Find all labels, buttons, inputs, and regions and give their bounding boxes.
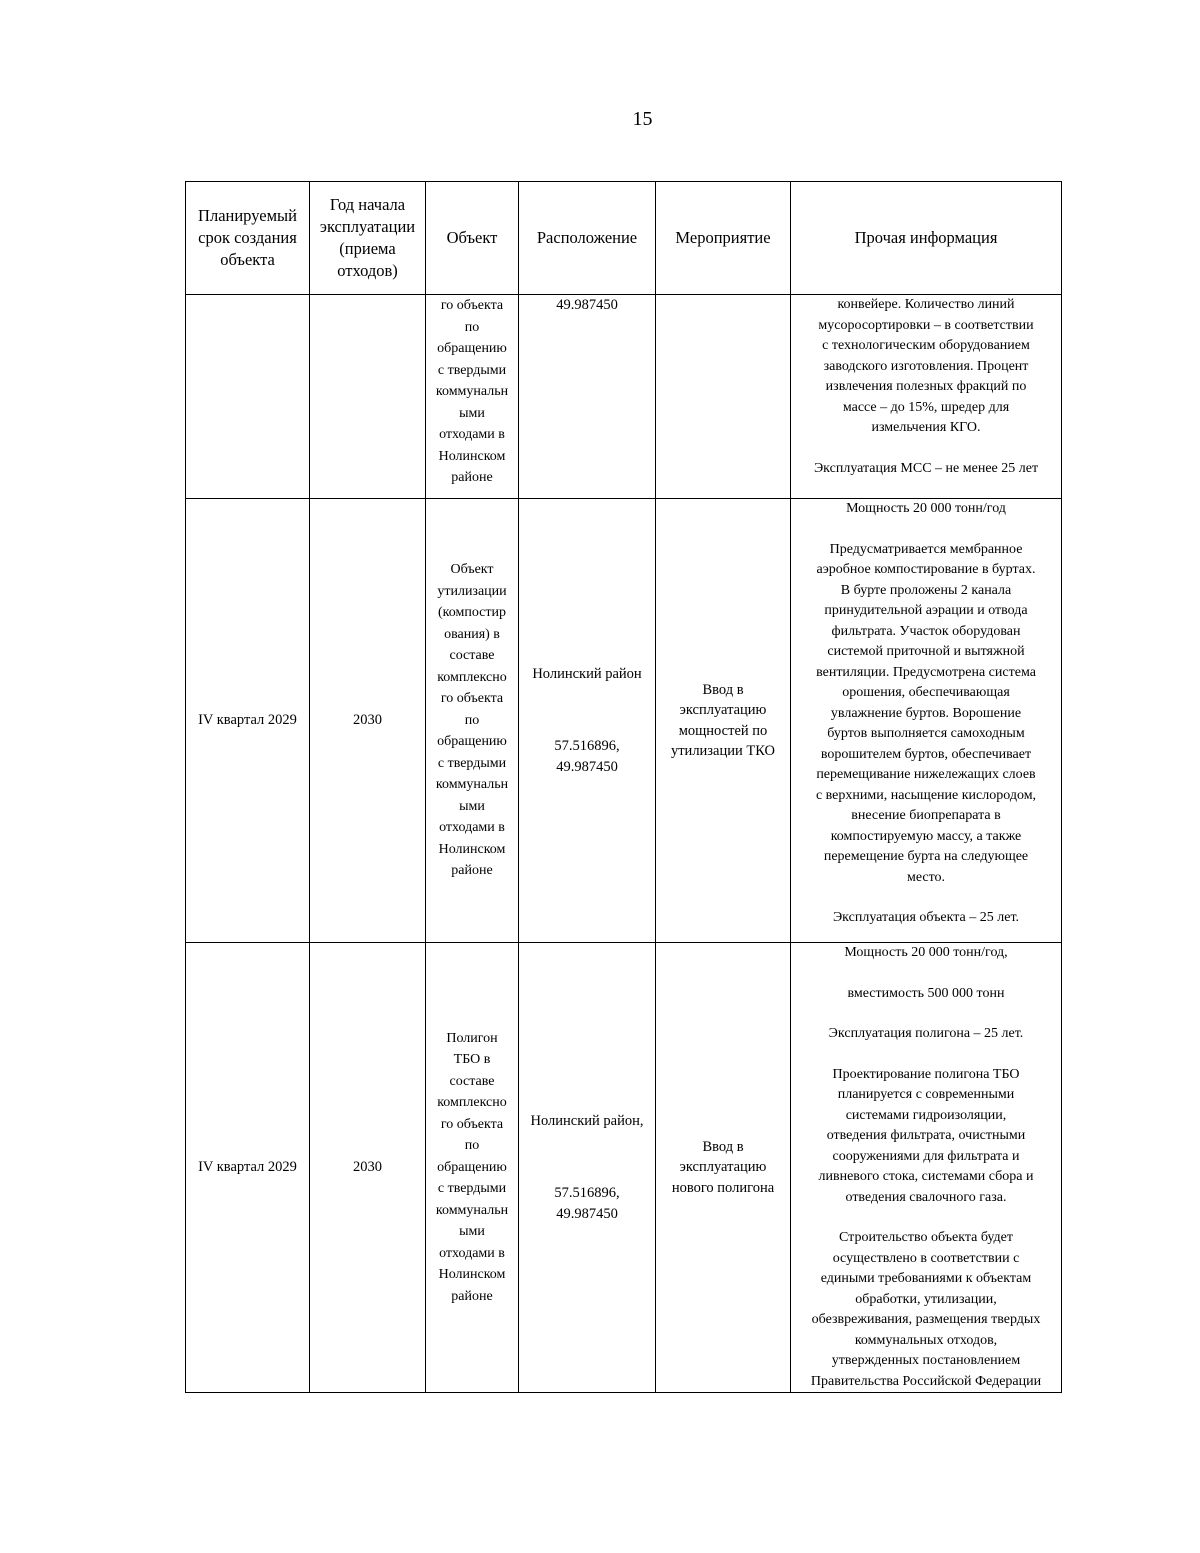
info-paragraph: Строительство объекта будет осуществлено в соответствии с едиными требованиями к объектам обработки, утилизации, обезвреживания, размещения твердых коммунальных отходов, утвержденных постановлением Правительства Российской Федерации — [810, 1230, 1042, 1389]
table-header-row — [186, 182, 1062, 295]
cell-location: 49.987450 — [519, 295, 656, 499]
table-row — [186, 499, 1062, 943]
table-row — [186, 943, 1062, 1393]
header-object: Объект — [426, 182, 519, 295]
header-measure: Мероприятие — [656, 182, 791, 295]
info-paragraph: Мощность 20 000 тонн/год — [846, 501, 1006, 516]
cell-year — [310, 295, 426, 499]
cell-measure: Ввод в эксплуатацию нового полигона — [656, 943, 791, 1393]
cell-term: IV квартал 2029 — [186, 943, 310, 1393]
cell-other-info — [791, 943, 1062, 1393]
info-paragraph: Эксплуатация объекта – 25 лет. — [832, 910, 1020, 925]
cell-measure — [656, 295, 791, 499]
info-paragraph: Эксплуатация полигона – 25 лет. — [828, 1026, 1024, 1041]
header-planned-term: Планируемый срок создания объекта — [186, 182, 310, 295]
cell-object: Объект утилизации (компостир ования) в составе комплексно го объекта по обращению с твердыми коммунальн ыми отходами в Нолинском районе — [426, 499, 519, 943]
cell-location — [519, 943, 656, 1393]
cell-object: го объекта по обращению с твердыми коммунальн ыми отходами в Нолинском районе — [426, 295, 519, 499]
header-other-info: Прочая информация — [791, 182, 1062, 295]
cell-term: IV квартал 2029 — [186, 499, 310, 943]
info-paragraph: Мощность 20 000 тонн/год, — [844, 945, 1008, 960]
location-coords: 57.516896, 49.987450 — [554, 1185, 620, 1222]
location-name: Нолинский район, — [530, 1112, 644, 1129]
header-location: Расположение — [519, 182, 656, 295]
cell-other-info — [791, 295, 1062, 499]
cell-location — [519, 499, 656, 943]
cell-year: 2030 — [310, 943, 426, 1393]
table-row — [186, 295, 1062, 499]
cell-year: 2030 — [310, 499, 426, 943]
info-paragraph: Эксплуатация МСС – не менее 25 лет — [813, 460, 1039, 476]
cell-other-info — [791, 499, 1062, 943]
info-paragraph: вместимость 500 000 тонн — [847, 985, 1005, 1001]
cell-object: Полигон ТБО в составе комплексно го объекта по обращению с твердыми коммунальн ыми отходами в Нолинском районе — [426, 943, 519, 1393]
info-paragraph: Проектирование полигона ТБО планируется с современными системами гидроизоляции, отведения фильтрата, очистными сооружениями для фильтрата и ливневого стока, системами сбора и отведения свалочного газа. — [818, 1066, 1034, 1205]
cell-term — [186, 295, 310, 499]
objects-table — [185, 181, 1062, 1393]
location-name: Нолинский район — [532, 665, 642, 682]
info-paragraph: Предусматривается мембранное аэробное компостирование в буртах. В бурте проложены 2 канала принудительной аэрации и отвода фильтрата. Участок оборудован системой приточной и вытяжной вентиляции. Предусмотрена система орошения, обеспечивающая увлажнение буртов. Ворошение буртов выполняется самоходным ворошителем буртов, обеспечивает перемещивание нижележащих слоев с верхними, насыщение кислородом, внесение биопрепарата в компостируемую массу, а также перемещение бурта на следующее место. — [815, 541, 1037, 885]
info-paragraph: конвейере. Количество линий мусоросортировки – в соответствии с технологическим оборудованием заводского изготовления. Процент извлечения полезных фракций по массе – до 15%, шредер для измельчения КГО. — [818, 297, 1034, 435]
page-number: 15 — [632, 108, 653, 130]
location-coords: 57.516896, 49.987450 — [554, 738, 620, 775]
cell-measure: Ввод в эксплуатацию мощностей по утилизации ТКО — [656, 499, 791, 943]
header-start-year: Год начала эксплуатации (приема отходов) — [310, 182, 426, 295]
